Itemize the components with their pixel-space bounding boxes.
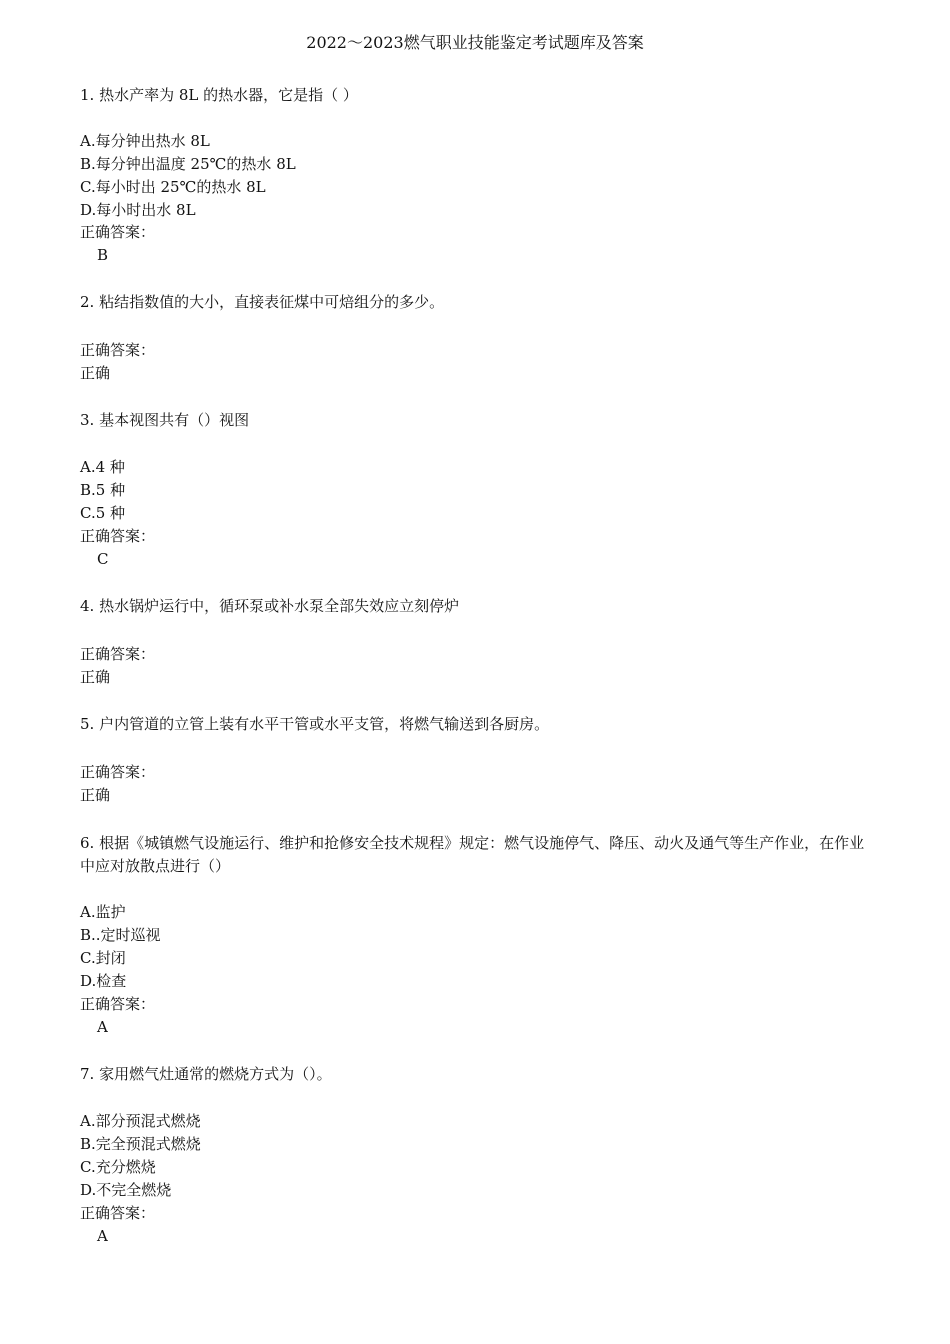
question-3-option-c: C.5 种 — [80, 504, 126, 522]
question-6-option-b: B..定时巡视 — [80, 926, 161, 944]
question-6-answer-label: 正确答案： — [80, 995, 156, 1013]
question-3-option-a: A.4 种 — [80, 458, 125, 476]
question-1-stem: 1. 热水产率为 8L 的热水器，它是指（ ） — [80, 86, 358, 104]
question-4-answer: 正确 — [80, 668, 111, 686]
question-2-answer: 正确 — [80, 364, 111, 382]
question-5-answer-label: 正确答案： — [80, 763, 156, 781]
question-1-option-b: B.每分钟出温度 25℃的热水 8L — [80, 155, 296, 173]
question-2-stem: 2. 粘结指数值的大小，直接表征煤中可焙组分的多少。 — [80, 293, 445, 311]
question-6-option-a: A.监护 — [80, 903, 126, 921]
question-1-answer: B — [97, 246, 109, 264]
question-4-stem: 4. 热水锅炉运行中，循环泵或补水泵全部失效应立刻停炉 — [80, 597, 460, 615]
question-7-option-c: C.充分燃烧 — [80, 1158, 156, 1176]
question-5-stem: 5. 户内管道的立管上装有水平干管或水平支管，将燃气输送到各厨房。 — [80, 715, 550, 733]
question-2-answer-label: 正确答案： — [80, 341, 156, 359]
question-6-stem: 6. 根据《城镇燃气设施运行、维护和抢修安全技术规程》规定：燃气设施停气、降压、动火及通气等生产作业，在作业中应对放散点进行（） — [80, 834, 865, 875]
question-3-answer: C — [97, 550, 109, 568]
question-5-answer: 正确 — [80, 786, 111, 804]
question-6-option-c: C.封闭 — [80, 949, 126, 967]
question-1-answer-label: 正确答案： — [80, 223, 156, 241]
question-7-option-b: B.完全预混式燃烧 — [80, 1135, 201, 1153]
question-1-option-a: A.每分钟出热水 8L — [80, 132, 210, 150]
question-7-answer-label: 正确答案： — [80, 1204, 156, 1222]
question-6-answer: A — [97, 1018, 108, 1036]
question-4-answer-label: 正确答案： — [80, 645, 156, 663]
question-6-option-d: D.检查 — [80, 972, 127, 990]
document-title: 2022～2023燃气职业技能鉴定考试题库及答案 — [306, 33, 644, 52]
question-1-option-d: D.每小时出水 8L — [80, 201, 196, 219]
question-3-option-b: B.5 种 — [80, 481, 126, 499]
question-3-answer-label: 正确答案： — [80, 527, 156, 545]
question-7-option-d: D.不完全燃烧 — [80, 1181, 172, 1199]
question-7-option-a: A.部分预混式燃烧 — [80, 1112, 201, 1130]
question-3-stem: 3. 基本视图共有（）视图 — [80, 411, 250, 429]
question-7-stem: 7. 家用燃气灶通常的燃烧方式为（）。 — [80, 1065, 332, 1083]
question-1-option-c: C.每小时出 25℃的热水 8L — [80, 178, 266, 196]
question-7-answer: A — [97, 1227, 108, 1245]
